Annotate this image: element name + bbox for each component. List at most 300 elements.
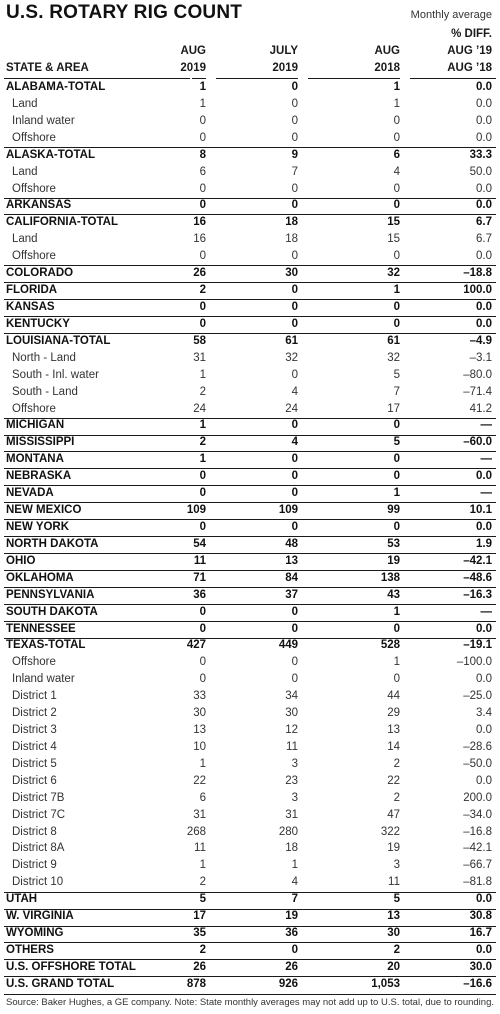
value-aug-2019: 26 xyxy=(193,960,206,973)
header-pct-diff-line1: % DIFF. xyxy=(451,28,492,40)
row-label: W. VIRGINIA xyxy=(6,910,74,923)
row-label: District 1 xyxy=(12,690,57,703)
value-july-2019: 4 xyxy=(291,385,298,398)
row-label: OTHERS xyxy=(6,944,54,957)
value-aug-2018: 4 xyxy=(393,165,400,178)
table-row xyxy=(0,79,500,96)
value-pct-diff: –28.6 xyxy=(463,740,492,753)
value-aug-2019: 0 xyxy=(199,317,206,330)
value-july-2019: 11 xyxy=(286,740,298,753)
value-july-2019: 0 xyxy=(291,368,298,381)
value-pct-diff: –3.1 xyxy=(469,351,492,364)
row-label: SOUTH DAKOTA xyxy=(6,605,98,618)
value-pct-diff: 0.0 xyxy=(476,774,492,787)
table-row xyxy=(0,570,500,587)
value-july-2019: 36 xyxy=(285,927,298,940)
table-row xyxy=(0,705,500,722)
header-pct-diff-line2: AUG ’19 xyxy=(447,45,492,57)
table-row xyxy=(0,790,500,807)
row-separator xyxy=(4,485,496,486)
table-row xyxy=(0,807,500,824)
table-row xyxy=(0,197,500,214)
value-aug-2018: 0 xyxy=(393,317,400,330)
value-aug-2018: 30 xyxy=(387,927,400,940)
value-aug-2019: 17 xyxy=(193,910,206,923)
value-aug-2018: 1 xyxy=(393,487,400,500)
table-row xyxy=(0,282,500,299)
value-pct-diff: 0.0 xyxy=(476,470,492,483)
value-aug-2019: 6 xyxy=(199,165,206,178)
value-aug-2018: 2 xyxy=(393,757,400,770)
table-row xyxy=(0,587,500,604)
table-row xyxy=(0,417,500,434)
value-july-2019: 0 xyxy=(291,470,298,483)
value-july-2019: 12 xyxy=(285,724,298,737)
row-label: ARKANSAS xyxy=(6,199,72,212)
row-label: NEW YORK xyxy=(6,520,70,533)
value-july-2019: 3 xyxy=(291,757,298,770)
header-aug-2019-line1: AUG xyxy=(180,45,206,57)
value-aug-2018: 6 xyxy=(393,148,400,161)
value-july-2019: 0 xyxy=(291,97,298,110)
value-aug-2018: 5 xyxy=(393,368,400,381)
value-july-2019: 23 xyxy=(285,774,298,787)
header-aug-2019 xyxy=(180,43,206,77)
value-aug-2018: 0 xyxy=(393,199,400,212)
value-aug-2019: 71 xyxy=(193,571,206,584)
value-pct-diff: — xyxy=(480,419,492,432)
row-label: TEXAS-TOTAL xyxy=(6,639,86,652)
row-label: District 8 xyxy=(12,825,57,838)
row-label: KANSAS xyxy=(6,300,55,313)
value-aug-2019: 0 xyxy=(199,605,206,618)
value-pct-diff: –19.1 xyxy=(463,639,492,652)
row-label: Land xyxy=(12,233,38,246)
value-aug-2019: 2 xyxy=(199,944,206,957)
row-label: Land xyxy=(12,165,38,178)
value-aug-2018: 15 xyxy=(387,233,400,246)
value-july-2019: 7 xyxy=(291,165,298,178)
table-row xyxy=(0,942,500,959)
row-separator xyxy=(4,638,496,639)
value-aug-2019: 2 xyxy=(199,284,206,297)
row-separator xyxy=(4,418,496,419)
value-aug-2019: 1 xyxy=(199,81,206,93)
row-label: COLORADO xyxy=(6,267,74,280)
value-aug-2019: 24 xyxy=(193,402,206,415)
value-july-2019: 32 xyxy=(285,351,298,364)
value-pct-diff: –16.3 xyxy=(463,588,492,601)
table-row xyxy=(0,654,500,671)
value-aug-2019: 5 xyxy=(199,893,206,906)
header-aug-2018-line2: 2018 xyxy=(374,62,400,74)
row-label: U.S. GRAND TOTAL xyxy=(6,977,115,990)
value-aug-2019: 1 xyxy=(199,419,206,432)
value-july-2019: 0 xyxy=(291,622,298,635)
row-separator xyxy=(4,519,496,520)
row-label: District 3 xyxy=(12,724,57,737)
header-aug-2018 xyxy=(374,43,400,77)
value-july-2019: 61 xyxy=(285,334,298,347)
table-row xyxy=(0,688,500,705)
value-pct-diff: 0.0 xyxy=(476,317,492,330)
value-aug-2018: 13 xyxy=(387,910,400,923)
value-july-2019: 0 xyxy=(291,453,298,466)
value-aug-2018: 0 xyxy=(393,673,400,686)
row-separator xyxy=(4,316,496,317)
value-july-2019: 0 xyxy=(291,487,298,500)
value-aug-2018: 99 xyxy=(387,504,400,517)
value-pct-diff: 16.7 xyxy=(469,927,492,940)
row-label: WYOMING xyxy=(6,927,64,940)
table-row xyxy=(0,891,500,908)
value-aug-2018: 1 xyxy=(393,656,400,669)
rounding-note: Note: State monthly averages may not add up to U.S. total, due to rounding. xyxy=(174,997,494,1008)
value-aug-2018: 0 xyxy=(393,419,400,432)
row-separator xyxy=(4,214,496,215)
value-pct-diff: 0.0 xyxy=(476,724,492,737)
row-separator xyxy=(4,265,496,266)
row-separator xyxy=(4,909,496,910)
value-aug-2018: 17 xyxy=(387,402,400,415)
value-july-2019: 34 xyxy=(285,690,298,703)
table-row xyxy=(0,113,500,130)
value-aug-2019: 16 xyxy=(193,233,206,246)
value-pct-diff: –100.0 xyxy=(456,656,492,669)
table-row xyxy=(0,637,500,654)
row-label: Offshore xyxy=(12,182,56,195)
value-july-2019: 1 xyxy=(291,859,298,872)
table-row xyxy=(0,722,500,739)
value-pct-diff: 0.0 xyxy=(476,300,492,313)
value-pct-diff: 0.0 xyxy=(476,131,492,144)
table-row xyxy=(0,621,500,638)
value-pct-diff: –48.6 xyxy=(463,571,492,584)
value-aug-2018: 0 xyxy=(393,182,400,195)
header-state-area: STATE & AREA xyxy=(6,62,89,74)
value-pct-diff: –42.1 xyxy=(463,554,492,567)
row-label: South - Inl. water xyxy=(12,368,99,381)
row-label: District 5 xyxy=(12,757,57,770)
value-aug-2018: 32 xyxy=(387,267,400,280)
value-aug-2019: 0 xyxy=(199,114,206,127)
row-label: U.S. OFFSHORE TOTAL xyxy=(6,960,136,973)
value-aug-2018: 0 xyxy=(393,520,400,533)
row-label: District 8A xyxy=(12,842,65,855)
value-aug-2018: 0 xyxy=(393,114,400,127)
value-july-2019: 0 xyxy=(291,284,298,297)
row-label: ALABAMA-TOTAL xyxy=(6,81,106,93)
table-row xyxy=(0,604,500,621)
table-bottom-rule xyxy=(4,994,496,995)
row-label: NEBRASKA xyxy=(6,470,72,483)
table-row xyxy=(0,434,500,451)
value-july-2019: 19 xyxy=(285,910,298,923)
value-aug-2018: 11 xyxy=(388,876,400,889)
value-pct-diff: 0.0 xyxy=(476,81,492,93)
row-label: MISSISSIPPI xyxy=(6,436,75,449)
value-july-2019: 30 xyxy=(285,267,298,280)
row-label: District 2 xyxy=(12,707,57,720)
value-aug-2019: 0 xyxy=(199,250,206,263)
value-july-2019: 7 xyxy=(291,893,298,906)
value-aug-2019: 0 xyxy=(199,300,206,313)
value-aug-2019: 0 xyxy=(199,182,206,195)
value-pct-diff: 0.0 xyxy=(476,893,492,906)
row-label: Inland water xyxy=(12,114,75,127)
value-aug-2018: 13 xyxy=(387,724,400,737)
value-aug-2018: 15 xyxy=(387,216,400,229)
value-aug-2019: 30 xyxy=(193,707,206,720)
row-label: District 9 xyxy=(12,859,57,872)
value-july-2019: 0 xyxy=(291,250,298,263)
row-label: North - Land xyxy=(12,351,76,364)
row-separator xyxy=(4,299,496,300)
value-aug-2018: 1 xyxy=(393,97,400,110)
value-july-2019: 0 xyxy=(291,520,298,533)
value-july-2019: 0 xyxy=(291,199,298,212)
table-row xyxy=(0,147,500,164)
row-label: TENNESSEE xyxy=(6,622,76,635)
table-row xyxy=(0,401,500,418)
value-aug-2019: 8 xyxy=(199,148,206,161)
table-row xyxy=(0,214,500,231)
value-aug-2019: 31 xyxy=(193,351,206,364)
table-row xyxy=(0,130,500,147)
value-aug-2018: 0 xyxy=(393,622,400,635)
row-separator xyxy=(4,147,496,148)
value-pct-diff: 30.0 xyxy=(469,960,492,973)
value-july-2019: 31 xyxy=(285,808,298,821)
value-pct-diff: 0.0 xyxy=(476,250,492,263)
table-row xyxy=(0,181,500,198)
value-pct-diff: — xyxy=(480,487,492,500)
table-row xyxy=(0,468,500,485)
table-row xyxy=(0,773,500,790)
table-row xyxy=(0,316,500,333)
value-aug-2019: 0 xyxy=(199,622,206,635)
value-aug-2019: 268 xyxy=(186,825,206,838)
value-july-2019: 0 xyxy=(291,317,298,330)
value-aug-2019: 2 xyxy=(199,385,206,398)
value-aug-2018: 1,053 xyxy=(371,977,400,990)
table-row xyxy=(0,536,500,553)
value-july-2019: 0 xyxy=(291,300,298,313)
row-label: MONTANA xyxy=(6,453,64,466)
value-july-2019: 0 xyxy=(291,605,298,618)
value-pct-diff: 0.0 xyxy=(476,622,492,635)
value-aug-2019: 2 xyxy=(199,436,206,449)
value-aug-2018: 44 xyxy=(387,690,400,703)
value-july-2019: 48 xyxy=(285,537,298,550)
row-separator xyxy=(4,942,496,943)
table-row xyxy=(0,976,500,993)
table-row xyxy=(0,333,500,350)
value-pct-diff: 0.0 xyxy=(476,199,492,212)
value-pct-diff: 10.1 xyxy=(469,504,492,517)
value-july-2019: 0 xyxy=(291,673,298,686)
table-row xyxy=(0,925,500,942)
value-july-2019: 18 xyxy=(285,233,298,246)
value-pct-diff: –4.9 xyxy=(469,334,492,347)
table-row xyxy=(0,248,500,265)
table-row xyxy=(0,299,500,316)
row-label: ALASKA-TOTAL xyxy=(6,148,96,161)
value-july-2019: 26 xyxy=(285,960,298,973)
row-label: KENTUCKY xyxy=(6,317,70,330)
row-separator xyxy=(4,435,496,436)
value-july-2019: 280 xyxy=(278,825,298,838)
value-aug-2019: 427 xyxy=(186,639,206,652)
value-aug-2019: 6 xyxy=(199,791,206,804)
table-row xyxy=(0,756,500,773)
value-july-2019: 3 xyxy=(291,791,298,804)
table-row xyxy=(0,824,500,841)
value-aug-2018: 43 xyxy=(387,588,400,601)
value-pct-diff: –25.0 xyxy=(463,690,492,703)
row-label: Offshore xyxy=(12,656,56,669)
row-separator xyxy=(4,926,496,927)
row-separator xyxy=(4,198,496,199)
value-aug-2019: 22 xyxy=(193,774,206,787)
row-separator xyxy=(4,621,496,622)
value-pct-diff: –18.8 xyxy=(463,267,492,280)
row-label: Land xyxy=(12,97,38,110)
row-separator xyxy=(4,333,496,334)
row-separator xyxy=(4,451,496,452)
value-pct-diff: 6.7 xyxy=(476,233,492,246)
row-label: District 4 xyxy=(12,740,57,753)
table-row xyxy=(0,485,500,502)
table-row xyxy=(0,265,500,282)
row-label: MICHIGAN xyxy=(6,419,65,432)
value-july-2019: 30 xyxy=(285,707,298,720)
table-row xyxy=(0,96,500,113)
value-aug-2019: 0 xyxy=(199,520,206,533)
header-pct-diff-line3: AUG ’18 xyxy=(447,62,492,74)
row-label: District 10 xyxy=(12,876,64,889)
row-label: Offshore xyxy=(12,402,56,415)
row-label: PENNSYLVANIA xyxy=(6,588,95,601)
value-aug-2019: 0 xyxy=(199,656,206,669)
value-aug-2018: 29 xyxy=(387,707,400,720)
value-july-2019: 18 xyxy=(285,842,298,855)
value-aug-2019: 0 xyxy=(199,199,206,212)
value-aug-2018: 5 xyxy=(393,893,400,906)
value-july-2019: 0 xyxy=(291,944,298,957)
row-label: District 7C xyxy=(12,808,66,821)
table-row xyxy=(0,840,500,857)
value-july-2019: 926 xyxy=(278,977,298,990)
value-aug-2018: 22 xyxy=(387,774,400,787)
row-separator xyxy=(4,570,496,571)
page-subtitle: Monthly average xyxy=(410,9,492,21)
value-pct-diff: –42.1 xyxy=(463,842,492,855)
row-label: NORTH DAKOTA xyxy=(6,537,99,550)
row-separator xyxy=(4,587,496,588)
row-label: OHIO xyxy=(6,554,36,567)
value-pct-diff: 0.0 xyxy=(476,114,492,127)
table-row xyxy=(0,553,500,570)
row-label: Inland water xyxy=(12,673,75,686)
value-aug-2019: 2 xyxy=(199,876,206,889)
value-aug-2019: 31 xyxy=(193,808,206,821)
value-aug-2019: 11 xyxy=(193,554,206,567)
value-pct-diff: 200.0 xyxy=(463,791,492,804)
table-row xyxy=(0,857,500,874)
table-row xyxy=(0,384,500,401)
value-pct-diff: –80.0 xyxy=(463,368,492,381)
value-aug-2018: 0 xyxy=(393,470,400,483)
row-label: District 7B xyxy=(12,791,65,804)
value-pct-diff: 6.7 xyxy=(476,216,492,229)
value-pct-diff: –34.0 xyxy=(463,808,492,821)
table-row xyxy=(0,451,500,468)
table-row xyxy=(0,671,500,688)
value-july-2019: 449 xyxy=(278,639,298,652)
row-label: Offshore xyxy=(12,131,56,144)
table-header xyxy=(0,26,500,78)
value-july-2019: 0 xyxy=(291,81,298,93)
table-row xyxy=(0,739,500,756)
value-july-2019: 4 xyxy=(291,436,298,449)
value-aug-2018: 61 xyxy=(387,334,400,347)
table-row xyxy=(0,874,500,891)
value-pct-diff: 41.2 xyxy=(469,402,492,415)
value-july-2019: 4 xyxy=(291,876,298,889)
value-pct-diff: 0.0 xyxy=(476,520,492,533)
row-label: Offshore xyxy=(12,250,56,263)
row-label: CALIFORNIA-TOTAL xyxy=(6,216,119,229)
value-pct-diff: 50.0 xyxy=(469,165,492,178)
value-aug-2018: 14 xyxy=(387,740,400,753)
row-separator xyxy=(4,892,496,893)
value-aug-2018: 3 xyxy=(393,859,400,872)
header-aug-2019-line2: 2019 xyxy=(180,62,206,74)
row-separator xyxy=(4,959,496,960)
row-separator xyxy=(4,536,496,537)
value-aug-2018: 0 xyxy=(393,131,400,144)
row-separator xyxy=(4,468,496,469)
value-aug-2019: 58 xyxy=(193,334,206,347)
value-aug-2019: 10 xyxy=(193,740,206,753)
value-aug-2019: 36 xyxy=(193,588,206,601)
value-aug-2019: 1 xyxy=(199,453,206,466)
row-separator xyxy=(4,282,496,283)
value-july-2019: 37 xyxy=(285,588,298,601)
value-aug-2019: 1 xyxy=(199,97,206,110)
table-row xyxy=(0,367,500,384)
value-pct-diff: –16.6 xyxy=(463,977,492,990)
value-aug-2019: 878 xyxy=(186,977,206,990)
value-july-2019: 9 xyxy=(291,148,298,161)
row-label: FLORIDA xyxy=(6,284,58,297)
value-july-2019: 0 xyxy=(291,182,298,195)
page-title: U.S. ROTARY RIG COUNT xyxy=(6,2,243,23)
table-row xyxy=(0,502,500,519)
table-row xyxy=(0,959,500,976)
table-row xyxy=(0,908,500,925)
value-pct-diff: 0.0 xyxy=(476,182,492,195)
value-july-2019: 84 xyxy=(285,571,298,584)
value-aug-2019: 0 xyxy=(199,673,206,686)
row-label: District 6 xyxy=(12,774,57,787)
value-aug-2019: 35 xyxy=(193,927,206,940)
value-aug-2019: 0 xyxy=(199,131,206,144)
value-pct-diff: –50.0 xyxy=(463,757,492,770)
table-row xyxy=(0,231,500,248)
value-aug-2018: 47 xyxy=(387,808,400,821)
